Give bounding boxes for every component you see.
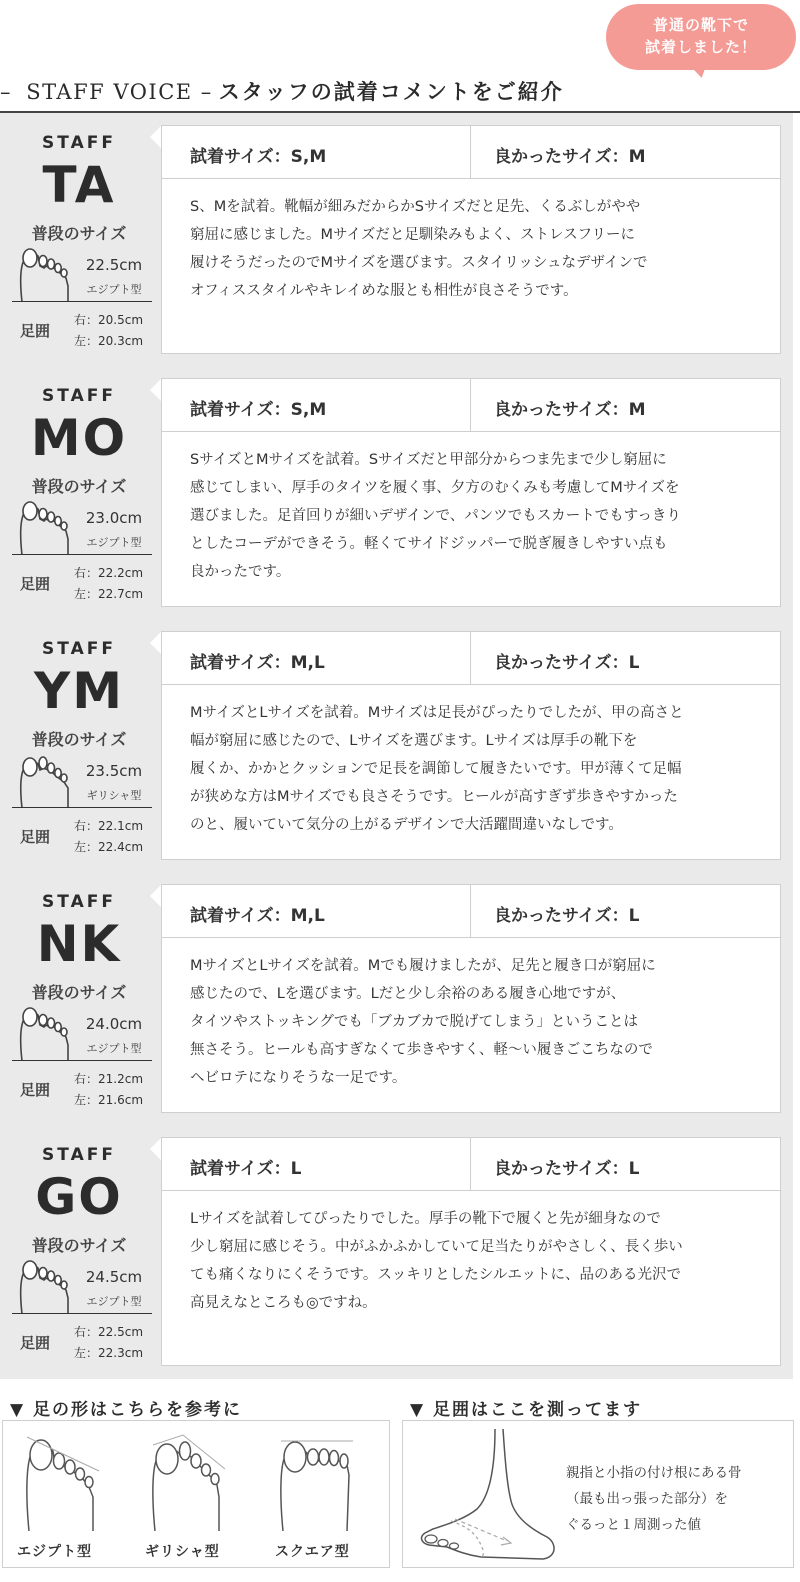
staff-initials: NK: [36, 915, 122, 973]
good-size: [494, 901, 639, 926]
usual-size-value: 24.0cm: [85, 1015, 143, 1033]
girth-left: 左：22.4cm: [74, 840, 144, 854]
comment-text: [190, 446, 778, 586]
card-header-divider: [470, 126, 471, 178]
comment-line: としたコーデができそう。軽くてサイドジッパーで脱ぎ履きしやすい点も: [190, 536, 668, 552]
good-size-label: 良かったサイズ：: [494, 400, 629, 420]
foot-shapes-title: ▼ 足の形はこちらを参考に: [10, 1400, 242, 1420]
card-header: [162, 379, 780, 432]
heading-dash: –: [0, 80, 21, 104]
staff-profile: [0, 872, 158, 1125]
girth-left: 左：22.3cm: [74, 1346, 144, 1360]
girth-label: 足囲: [20, 575, 51, 593]
tried-size-label: 試着サイズ：: [190, 147, 291, 167]
usual-size-label: 普段のサイズ: [31, 477, 127, 496]
good-size-value: L: [628, 906, 640, 926]
comment-line: 感じたので、Lを選びます。Lだと少し余裕のある履き心地ですが、: [190, 986, 626, 1002]
good-size-value: M: [628, 400, 646, 420]
greek-shape-label: ギリシャ型: [145, 1544, 220, 1560]
good-size-label: 良かったサイズ：: [494, 147, 629, 167]
girth-values: [74, 563, 143, 605]
comment-line: 無さそう。ヒールも高すぎなくて歩きやすく、軽〜い履きごこちなので: [190, 1042, 653, 1058]
comment-line: オフィススタイルやキレイめな服とも相性が良さそうです。: [190, 283, 578, 299]
tried-size-value: M,L: [290, 906, 325, 926]
heading-japanese: スタッフの試着コメントをご紹介: [218, 80, 564, 104]
staff-profile: [0, 1125, 158, 1378]
girth-right: 右：22.5cm: [74, 1325, 144, 1339]
usual-size-value: 23.0cm: [85, 509, 143, 527]
comment-line: タイツやストッキングでも「ブカブカで脱げてしまう」ということは: [190, 1014, 639, 1030]
foot-shape-type: エジプト型: [86, 283, 142, 296]
comment-line: MサイズとLサイズを試着。Mでも履けましたが、足先と履き口が窮屈に: [190, 958, 656, 974]
comment-line: SサイズとMサイズを試着。Sサイズだと甲部分からつま先まで少し窮屈に: [190, 452, 667, 468]
foot-side-view-icon: [411, 1429, 561, 1565]
good-size-value: L: [628, 1159, 640, 1179]
tried-size: [190, 142, 326, 167]
girth-right: 右：22.1cm: [74, 819, 144, 833]
square-shape-label: スクエア型: [275, 1544, 350, 1560]
girth-left: 左：20.3cm: [74, 334, 144, 348]
staff-initials: TA: [42, 156, 116, 214]
girth-values: [74, 1322, 143, 1364]
card-header-divider: [470, 1138, 471, 1190]
tried-size-label: 試着サイズ：: [190, 1159, 291, 1179]
comment-line: ても痛くなりにくそうです。スッキリとしたシルエットに、品のある光沢で: [190, 1267, 682, 1283]
square-foot-large-icon: [275, 1431, 357, 1531]
tried-size: [190, 648, 325, 673]
staff-label: STAFF: [42, 639, 116, 659]
good-size-label: 良かったサイズ：: [494, 653, 629, 673]
girth-right: 右：21.2cm: [74, 1072, 144, 1086]
usual-size-value: 22.5cm: [85, 256, 143, 274]
usual-size-label: 普段のサイズ: [31, 983, 127, 1002]
card-header-divider: [470, 632, 471, 684]
girth-label: 足囲: [20, 1081, 51, 1099]
profile-divider: [12, 554, 152, 555]
comment-line: ヘビロテになりそうな一足です。: [190, 1070, 407, 1086]
comment-line: S、Mを試着。靴幅が細みだからかSサイズだと足先、くるぶしがやや: [190, 199, 641, 215]
staff-initials: GO: [35, 1168, 123, 1226]
card-header: [162, 126, 780, 179]
staff-initials: YM: [34, 662, 124, 720]
comment-card: [161, 884, 781, 1113]
usual-size-label: 普段のサイズ: [31, 224, 127, 243]
girth-label: 足囲: [20, 828, 51, 846]
profile-divider: [12, 1313, 152, 1314]
card-header: [162, 1138, 780, 1191]
staff-block-ym: [0, 619, 793, 872]
girth-values: [74, 1069, 143, 1111]
tried-size: [190, 395, 326, 420]
comment-card: [161, 1137, 781, 1366]
girth-values: [74, 310, 143, 352]
comment-line: 履くか、かかとクッションで足長を調節して履きたいです。甲が薄くて足幅: [190, 761, 682, 777]
girth-right: 右：22.2cm: [74, 566, 144, 580]
comment-line: 幅が窮屈に感じたので、Lサイズを選びます。Lサイズは厚手の靴下を: [190, 733, 638, 749]
staff-profile: [0, 619, 158, 872]
staff-block-mo: [0, 366, 793, 619]
foot-shapes-box: [2, 1420, 390, 1568]
usual-size-label: 普段のサイズ: [31, 730, 127, 749]
comment-card: [161, 378, 781, 607]
good-size: [494, 395, 646, 420]
staff-profile: [0, 366, 158, 619]
comment-text: [190, 952, 778, 1092]
staff-label: STAFF: [42, 892, 116, 912]
profile-divider: [12, 807, 152, 808]
staff-list: [0, 113, 793, 1379]
tried-size: [190, 1154, 301, 1179]
card-header-divider: [470, 885, 471, 937]
girth-guide-title: ▼ 足囲はここを測ってます: [410, 1400, 642, 1420]
staff-block-ta: [0, 113, 793, 366]
comment-line: 選びました。足首回りが細いデザインで、パンツでもスカートでもすっきり: [190, 508, 681, 524]
card-header-divider: [470, 379, 471, 431]
staff-block-nk: [0, 872, 793, 1125]
egyptian-foot-icon: [16, 1005, 76, 1061]
girth-left: 左：21.6cm: [74, 1093, 144, 1107]
profile-divider: [12, 1060, 152, 1061]
comment-line: 感じてしまい、厚手のタイツを履く事、夕方のむくみも考慮してMサイズを: [190, 480, 680, 496]
comment-line: 高見えなところも◎ですね。: [190, 1295, 377, 1311]
tried-size-label: 試着サイズ：: [190, 906, 291, 926]
girth-left: 左：22.7cm: [74, 587, 144, 601]
egyptian-foot-large-icon: [21, 1431, 103, 1531]
comment-line: 良かったです。: [190, 564, 291, 580]
comment-line: MサイズとLサイズを試着。Mサイズは足長がぴったりでしたが、甲の高さと: [190, 705, 684, 721]
girth-guide-line: ぐるっと１周測った値: [566, 1517, 701, 1533]
tried-size-value: L: [290, 1159, 302, 1179]
foot-shape-type: エジプト型: [86, 1295, 142, 1308]
note-bubble: [606, 4, 796, 70]
good-size: [494, 142, 646, 167]
good-size-value: L: [628, 653, 640, 673]
tried-size-value: M,L: [290, 653, 325, 673]
good-size-label: 良かったサイズ：: [494, 906, 629, 926]
good-size: [494, 1154, 639, 1179]
comment-line: 窮屈に感じました。Mサイズだと足馴染みもよく、ストレスフリーに: [190, 227, 636, 243]
girth-right: 右：20.5cm: [74, 313, 144, 327]
heading-english: STAFF VOICE –: [26, 80, 213, 104]
comment-card: [161, 631, 781, 860]
tried-size: [190, 901, 325, 926]
profile-divider: [12, 301, 152, 302]
comment-line: 少し窮屈に感じそう。中がふかふかしていて足当たりがやさしく、長く歩い: [190, 1239, 683, 1255]
comment-line: が狭めな方はMサイズでも良さそうです。ヒールが高すぎず歩きやすかった: [190, 789, 678, 805]
good-size: [494, 648, 639, 673]
usual-size-value: 23.5cm: [85, 762, 143, 780]
staff-label: STAFF: [42, 133, 116, 153]
girth-label: 足囲: [20, 1334, 51, 1352]
girth-label: 足囲: [20, 322, 51, 340]
comment-line: のと、履いていて気分の上がるデザインで大活躍間違いなしです。: [190, 817, 623, 833]
good-size-label: 良かったサイズ：: [494, 1159, 629, 1179]
card-header: [162, 632, 780, 685]
comment-line: 履けそうだったのでMサイズを選びます。スタイリッシュなデザインで: [190, 255, 648, 271]
comment-text: [190, 193, 778, 305]
staff-block-go: [0, 1125, 793, 1378]
comment-text: [190, 699, 778, 839]
comment-card: [161, 125, 781, 354]
girth-guide-line: （最も出っ張った部分）を: [566, 1491, 728, 1507]
foot-shape-type: ギリシャ型: [86, 789, 142, 802]
tried-size-value: S,M: [290, 147, 327, 167]
good-size-value: M: [628, 147, 646, 167]
girth-guide-text: [566, 1460, 742, 1538]
note-bubble-line1: 普通の靴下で: [652, 16, 749, 34]
comment-text: [190, 1205, 778, 1317]
egyptian-foot-icon: [16, 246, 76, 302]
tried-size-value: S,M: [290, 400, 327, 420]
tried-size-label: 試着サイズ：: [190, 400, 291, 420]
egyptian-foot-icon: [16, 499, 76, 555]
usual-size-label: 普段のサイズ: [31, 1236, 127, 1255]
egyptian-foot-icon: [16, 1258, 76, 1314]
staff-label: STAFF: [42, 1145, 116, 1165]
foot-shape-type: エジプト型: [86, 536, 142, 549]
note-bubble-line2: 試着しました！: [644, 38, 757, 56]
staff-profile: [0, 113, 158, 366]
staff-label: STAFF: [42, 386, 116, 406]
greek-foot-large-icon: [147, 1431, 229, 1531]
comment-line: Lサイズを試着してぴったりでした。厚手の靴下で履くと先が細身なので: [190, 1211, 661, 1227]
girth-values: [74, 816, 143, 858]
staff-initials: MO: [30, 409, 128, 467]
foot-shape-type: エジプト型: [86, 1042, 142, 1055]
greek-foot-icon: [16, 752, 76, 808]
girth-guide-line: 親指と小指の付け根にある骨: [566, 1465, 742, 1481]
card-header: [162, 885, 780, 938]
section-heading: [0, 76, 800, 110]
egyptian-shape-label: エジプト型: [17, 1544, 92, 1560]
tried-size-label: 試着サイズ：: [190, 653, 291, 673]
usual-size-value: 24.5cm: [85, 1268, 143, 1286]
